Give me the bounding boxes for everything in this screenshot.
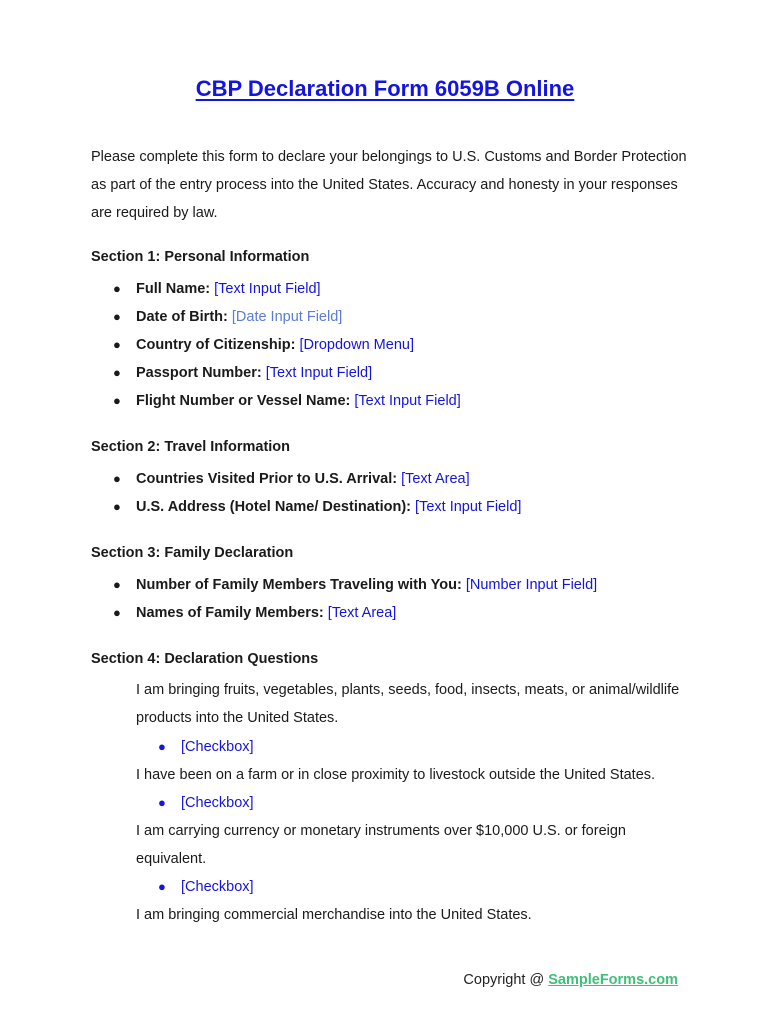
bullet-icon: ● (158, 879, 166, 894)
section-3-list (0, 571, 597, 627)
bullet-icon: ● (113, 393, 121, 408)
list-item-family-names (0, 599, 597, 627)
bullet-icon: ● (113, 309, 121, 324)
section-4-heading: Section 4: Declaration Questions (91, 651, 319, 667)
us-address-field[interactable]: [Text Input Field] (415, 499, 522, 515)
full-name-field[interactable]: [Text Input Field] (214, 281, 321, 297)
question-agricultural-products: I am bringing fruits, vegetables, plants, seeds, food, insects, meats, or animal/wildlife products into the United States. (136, 682, 680, 726)
question-farm-livestock: I have been on a farm or in close proximity to livestock outside the United States. (136, 767, 656, 783)
family-names-field[interactable]: [Text Area] (327, 605, 397, 621)
list-item-flight (0, 387, 461, 415)
flight-number-field[interactable]: [Text Input Field] (354, 393, 461, 409)
copyright-footer (463, 972, 678, 988)
section-2-heading: Section 2: Travel Information (91, 439, 291, 455)
field-label: Passport Number: (136, 365, 262, 381)
citizenship-dropdown[interactable]: [Dropdown Menu] (299, 337, 414, 353)
list-item-us-address (0, 493, 521, 521)
bullet-icon: ● (113, 605, 121, 620)
question-currency: I am carrying currency or monetary instruments over $10,000 U.S. or foreign equivalent. (136, 823, 626, 867)
field-label: Country of Citizenship: (136, 337, 296, 353)
countries-visited-field[interactable]: [Text Area] (401, 471, 470, 487)
bullet-icon: ● (113, 499, 121, 514)
list-item-date-of-birth (0, 303, 461, 331)
field-label: Names of Family Members: (136, 605, 324, 621)
list-item-family-count (0, 571, 597, 599)
farm-checkbox[interactable]: [Checkbox] (181, 795, 254, 811)
field-label: Date of Birth: (136, 309, 228, 325)
passport-number-field[interactable]: [Text Input Field] (265, 365, 373, 381)
bullet-icon: ● (113, 281, 121, 296)
section-2-list (0, 465, 521, 521)
currency-checkbox[interactable]: [Checkbox] (181, 879, 254, 895)
question-commercial-merchandise: I am bringing commercial merchandise into the United States. (136, 907, 532, 923)
section-3-heading: Section 3: Family Declaration (91, 545, 294, 561)
field-label: Countries Visited Prior to U.S. Arrival: (136, 471, 398, 487)
copyright-prefix: Copyright @ (463, 972, 549, 988)
field-label: U.S. Address (Hotel Name/ Destination): (136, 499, 412, 515)
bullet-icon: ● (113, 365, 121, 380)
list-item-full-name (0, 275, 461, 303)
family-count-field[interactable]: [Number Input Field] (465, 577, 598, 593)
field-label: Number of Family Members Traveling with You: (136, 577, 462, 593)
list-item-passport (0, 359, 461, 387)
section-1-list (0, 275, 461, 415)
bullet-icon: ● (113, 471, 121, 486)
list-item-citizenship (0, 331, 461, 359)
brand-link[interactable]: SampleForms.com (548, 972, 678, 988)
bullet-icon: ● (158, 739, 166, 754)
agricultural-checkbox[interactable]: [Checkbox] (181, 739, 254, 755)
list-item-countries-visited (0, 465, 521, 493)
intro-paragraph: Please complete this form to declare your belongings to U.S. Customs and Border Protection as part of the entry process into the United States. Accuracy and honesty in your responses are required by law. (91, 149, 687, 221)
section-1-heading: Section 1: Personal Information (91, 249, 310, 265)
bullet-icon: ● (158, 795, 166, 810)
field-label: Flight Number or Vessel Name: (136, 393, 351, 409)
bullet-icon: ● (113, 337, 121, 352)
bullet-icon: ● (113, 577, 121, 592)
date-of-birth-field[interactable]: [Date Input Field] (231, 309, 343, 325)
page-title[interactable]: CBP Declaration Form 6059B Online (195, 76, 575, 101)
field-label: Full Name: (136, 281, 211, 297)
